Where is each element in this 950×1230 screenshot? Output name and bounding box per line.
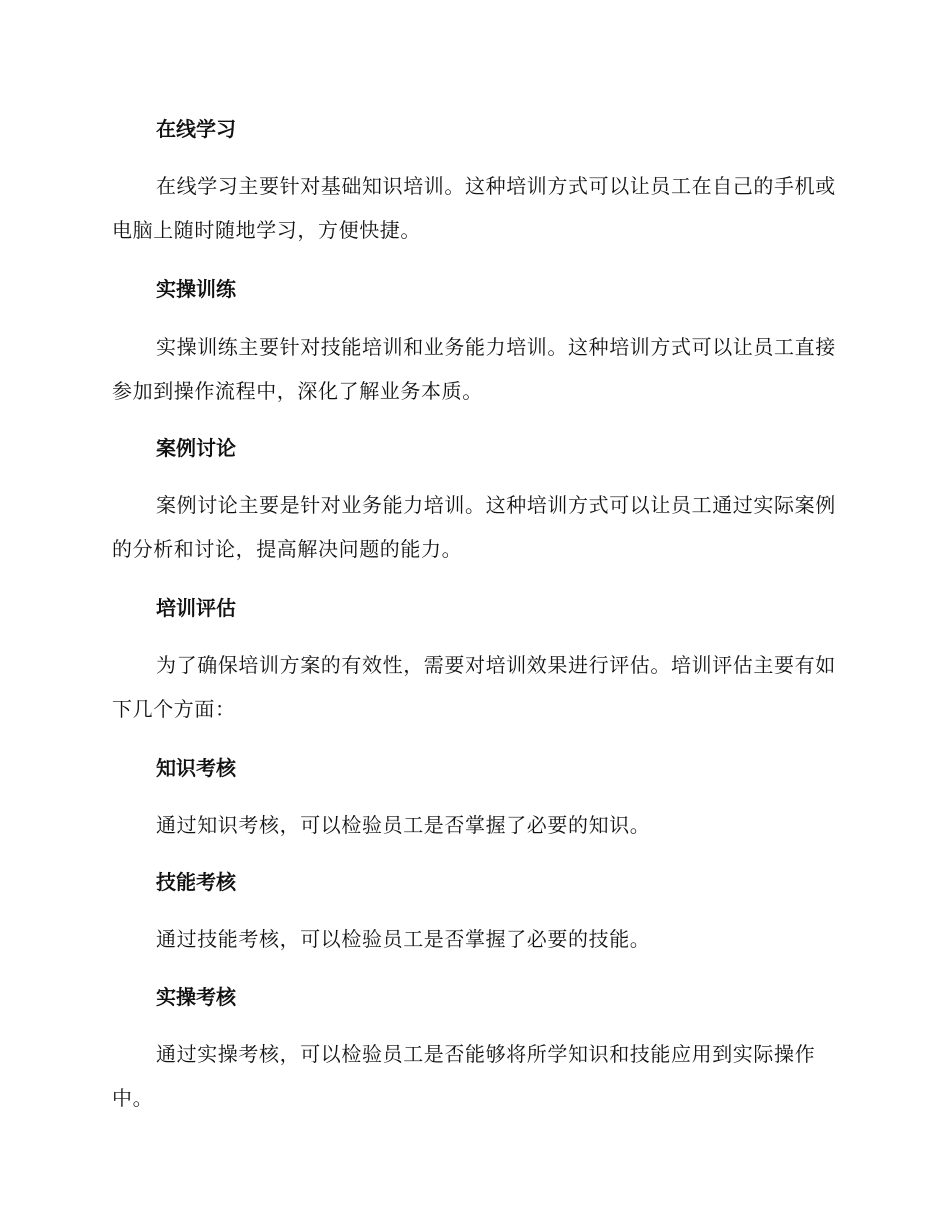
section-heading-training-evaluation: 培训评估 [156, 596, 236, 620]
section-heading-practical-assessment: 实操考核 [156, 985, 236, 1009]
section-heading-knowledge-assessment: 知识考核 [156, 756, 236, 780]
section-body-training-evaluation: 为了确保培训方案的有效性，需要对培训效果进行评估。培训评估主要有如下几个方面： [112, 653, 836, 721]
section-body-practical-training: 实操训练主要针对技能培训和业务能力培训。这种培训方式可以让员工直接参加到操作流程中，深化了解业务本质。 [112, 335, 836, 403]
section-heading-case-discussion: 案例讨论 [156, 436, 236, 460]
section-heading-practical-training: 实操训练 [156, 277, 236, 301]
section-body-online-learning: 在线学习主要针对基础知识培训。这种培训方式可以让员工在自己的手机或电脑上随时随地学习，方便快捷。 [112, 174, 836, 242]
section-body-case-discussion: 案例讨论主要是针对业务能力培训。这种培训方式可以让员工通过实际案例的分析和讨论，提高解决问题的能力。 [112, 493, 836, 561]
section-body-knowledge-assessment: 通过知识考核，可以检验员工是否掌握了必要的知识。 [156, 813, 651, 837]
section-body-practical-assessment: 通过实操考核，可以检验员工是否能够将所学知识和技能应用到实际操作中。 [112, 1042, 816, 1110]
section-heading-skill-assessment: 技能考核 [156, 870, 236, 894]
section-heading-online-learning: 在线学习 [156, 117, 236, 141]
section-body-skill-assessment: 通过技能考核，可以检验员工是否掌握了必要的技能。 [156, 927, 651, 951]
